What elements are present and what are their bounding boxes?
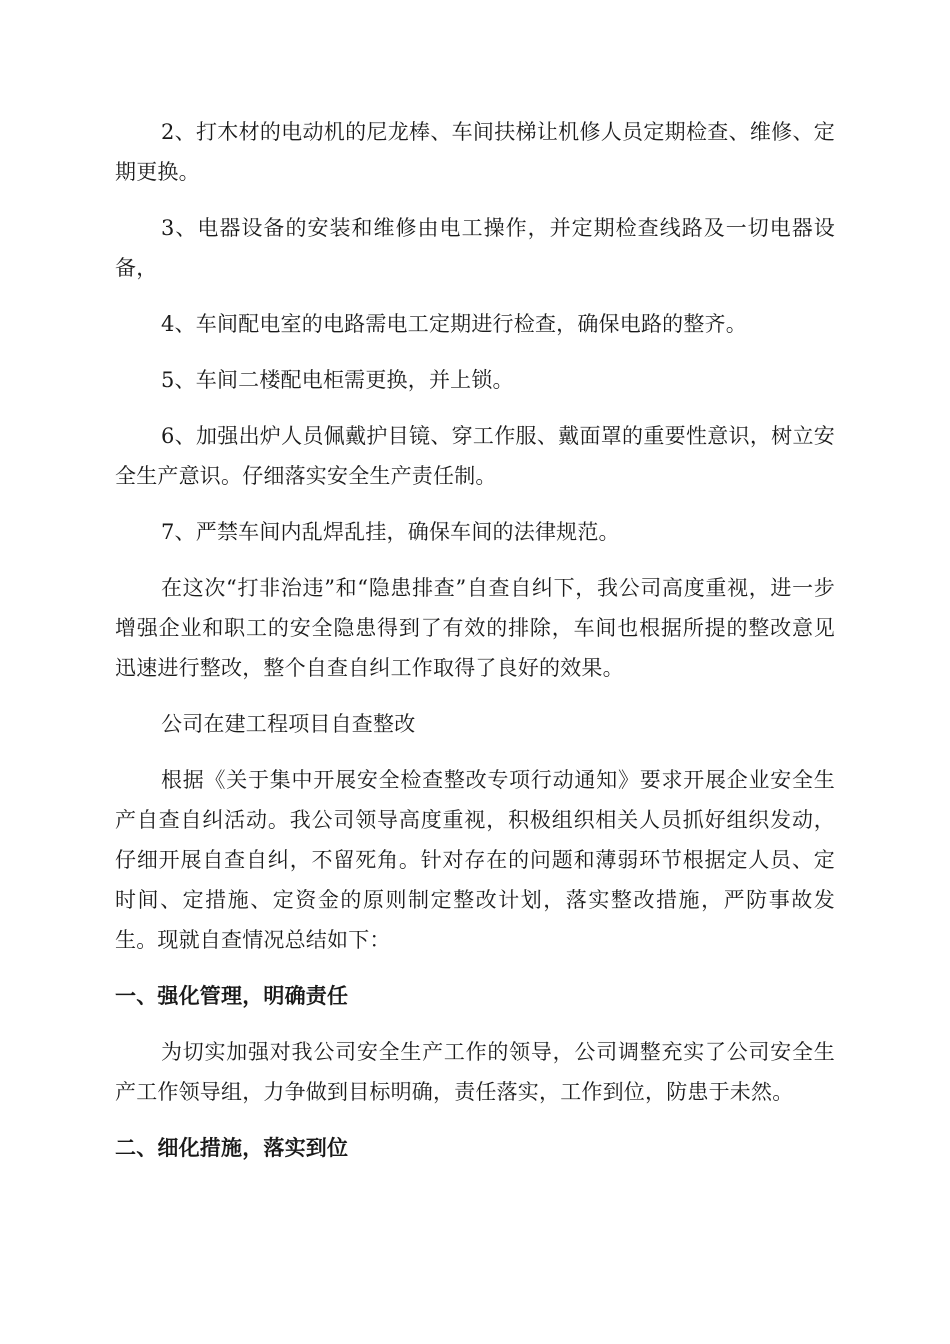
document-body <box>115 112 835 1184</box>
summary-paragraph: 在这次“打非治违”和“隐患排查”自查自纠下，我公司高度重视，进一步增强企业和职工的安全隐患得到了有效的排除，车间也根据所提的整改意见迅速进行整改，整个自查自纠工作取得了良好的效果。 <box>115 576 835 680</box>
paragraph-item-5: 5、车间二楼配电柜需更换，并上锁。 <box>161 368 514 392</box>
body-paragraph-one: 为切实加强对我公司安全生产工作的领导，公司调整充实了公司安全生产工作领导组，力争做到目标明确，责任落实，工作到位，防患于未然。 <box>115 1040 835 1104</box>
paragraph-item-3: 3、电器设备的安装和维修由电工操作，并定期检查线路及一切电器设备， <box>115 216 835 280</box>
intro-paragraph: 根据《关于集中开展安全检查整改专项行动通知》要求开展企业安全生产自查自纠活动。我公司领导高度重视，积极组织相关人员抓好组织发动，仔细开展自查自纠，不留死角。针对存在的问题和薄弱环节根据定人员、定时间、定措施、定资金的原则制定整改计划，落实整改措施，严防事故发生。现就自查情况总结如下： <box>115 768 835 952</box>
paragraph-item-4: 4、车间配电室的电路需电工定期进行检查，确保电路的整齐。 <box>161 312 747 336</box>
heading-one: 一、强化管理，明确责任 <box>115 983 349 1008</box>
paragraph-item-7: 7、严禁车间内乱焊乱挂，确保车间的法律规范。 <box>161 520 620 544</box>
section-title: 公司在建工程项目自查整改 <box>161 712 416 736</box>
heading-two: 二、细化措施，落实到位 <box>115 1135 349 1160</box>
paragraph-item-6: 6、加强出炉人员佩戴护目镜、穿工作服、戴面罩的重要性意识，树立安全生产意识。仔细落实安全生产责任制。 <box>115 424 835 488</box>
paragraph-item-2: 2、打木材的电动机的尼龙棒、车间扶梯让机修人员定期检查、维修、定期更换。 <box>115 120 835 184</box>
